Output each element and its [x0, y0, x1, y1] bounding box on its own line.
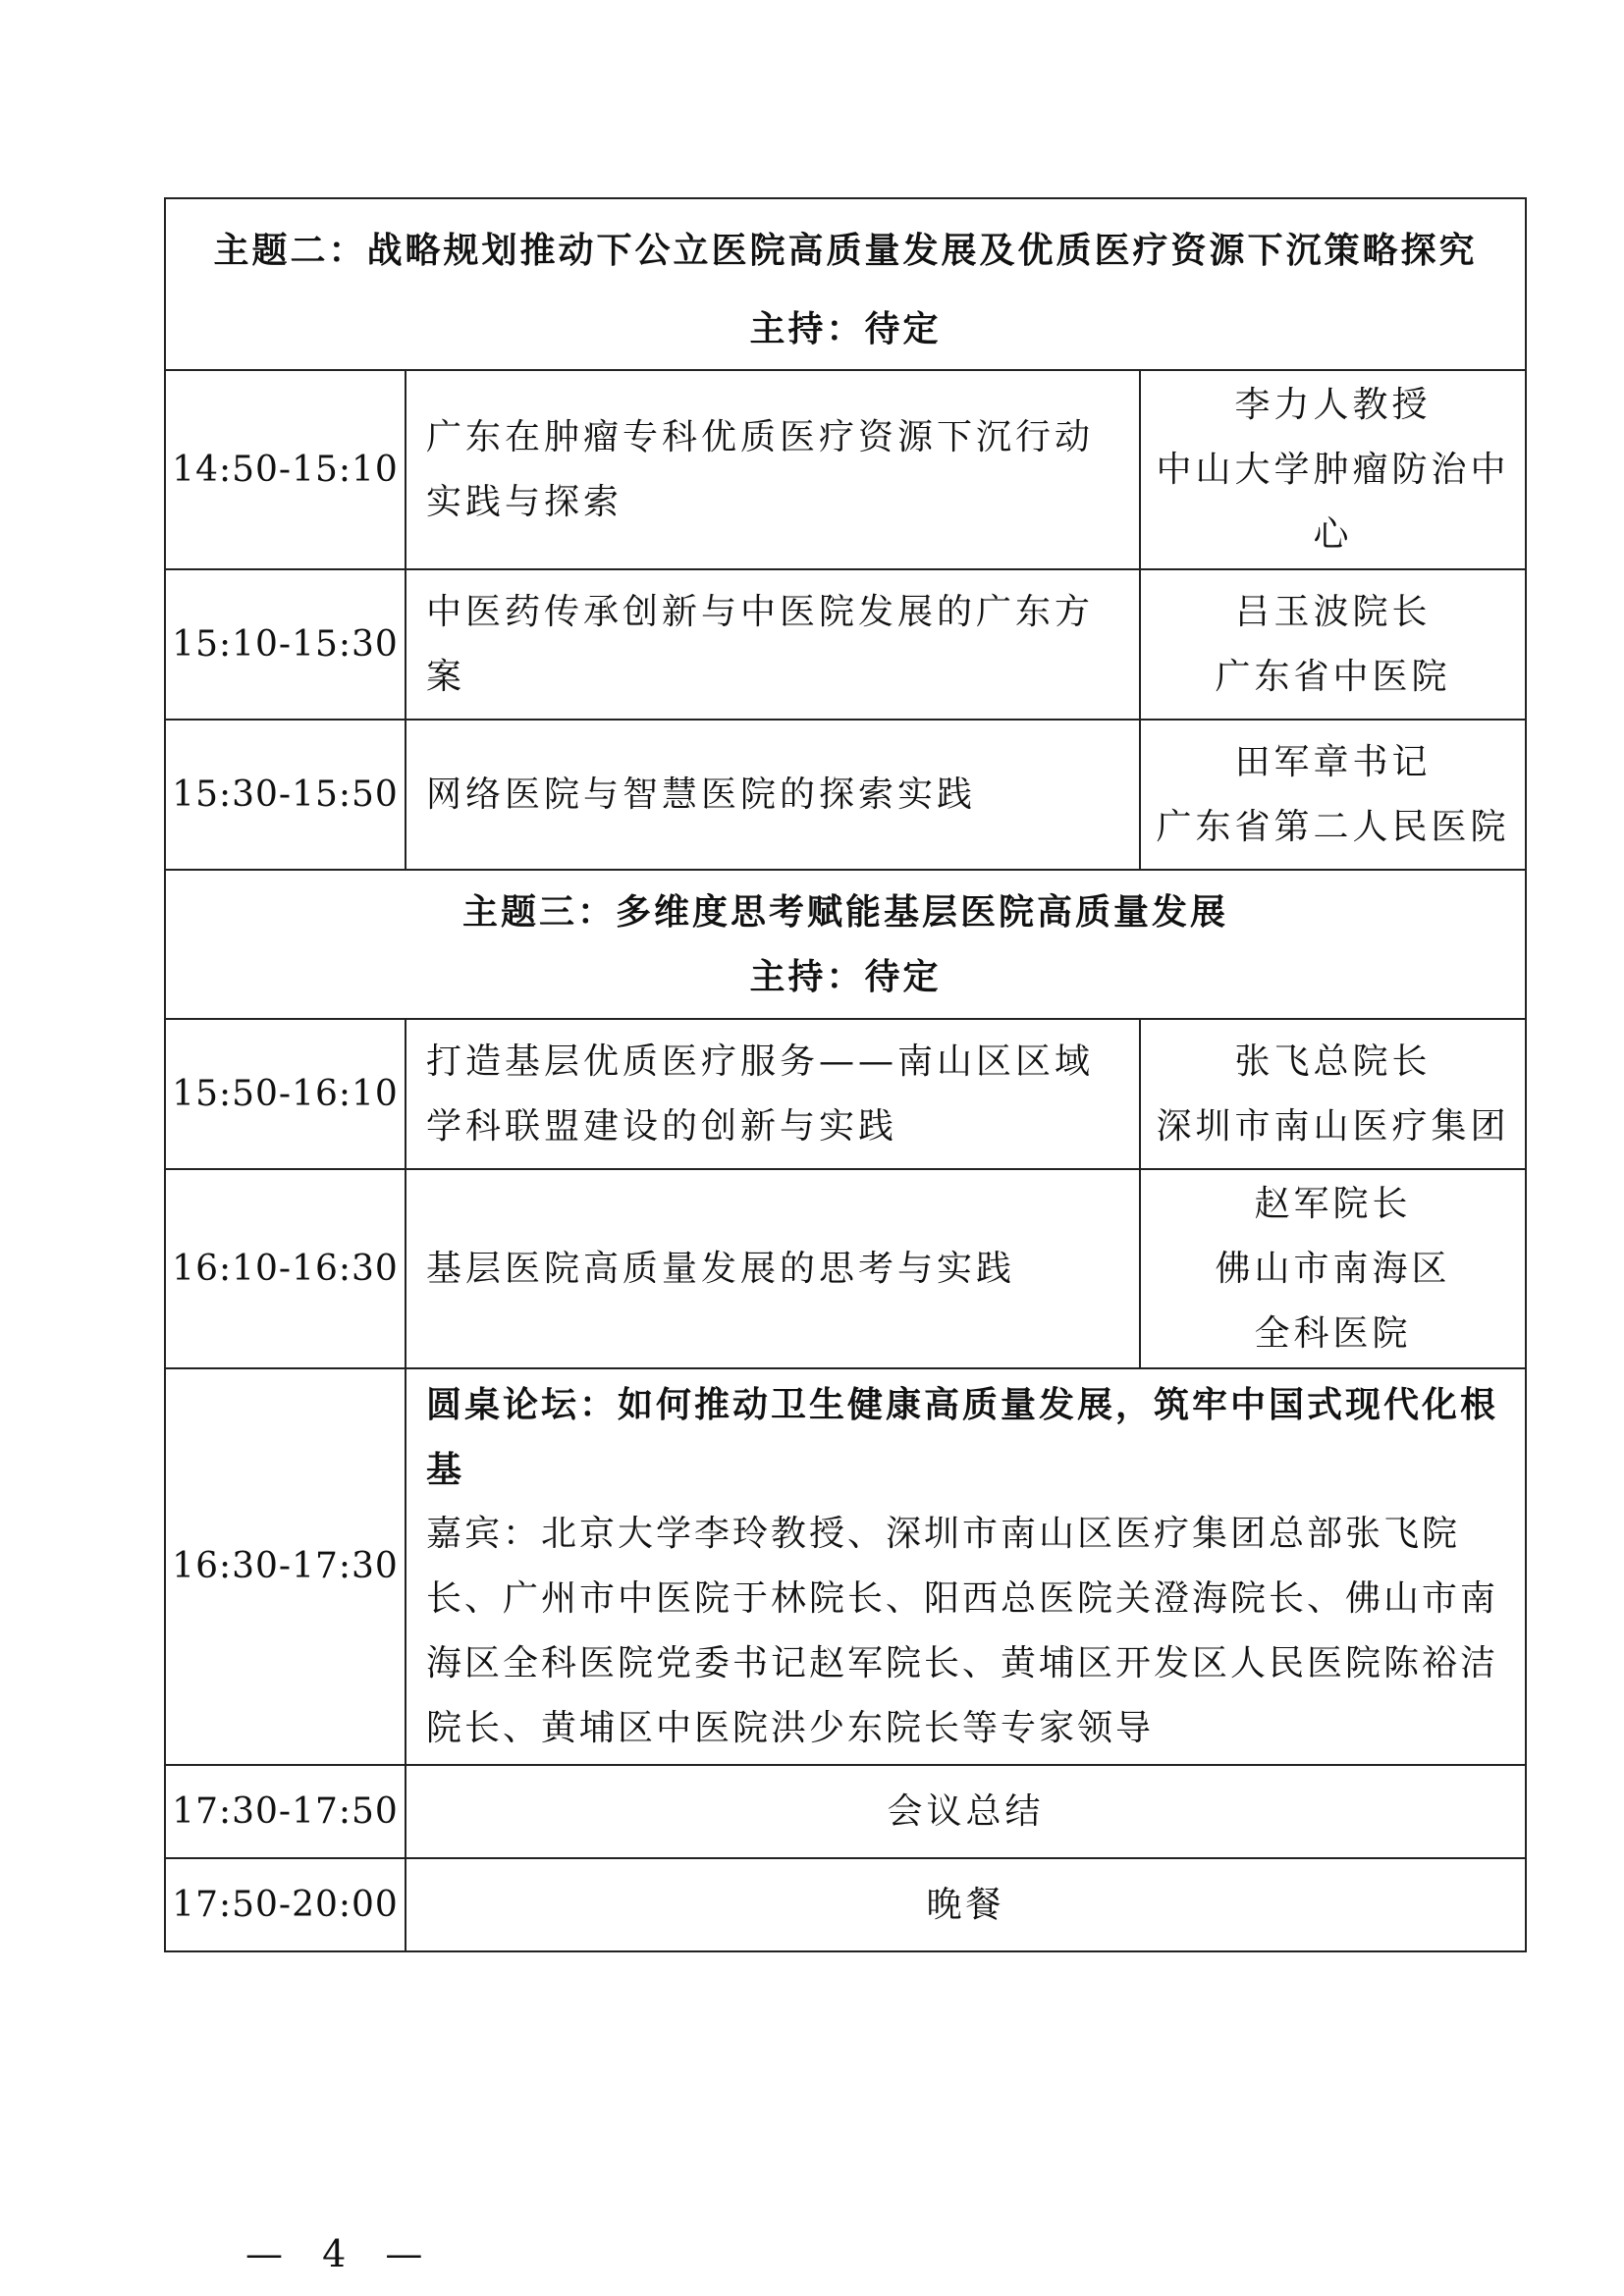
theme-3-header-row: [165, 870, 1526, 1019]
schedule-row: [165, 370, 1526, 569]
speaker-affiliation: 深圳市南山医疗集团: [1156, 1105, 1510, 1147]
speaker-cell: [1140, 720, 1526, 870]
schedule-row: [165, 1858, 1526, 1951]
time-cell: 16:30-17:30: [165, 1368, 406, 1765]
time-cell: 17:50-20:00: [165, 1858, 406, 1951]
topic-cell: 打造基层优质医疗服务——南山区区域学科联盟建设的创新与实践: [406, 1019, 1140, 1169]
speaker-name: 李力人教授: [1234, 384, 1432, 425]
speaker-cell: [1140, 370, 1526, 569]
speaker-name: 吕玉波院长: [1234, 591, 1432, 632]
topic-cell: 中医药传承创新与中医院发展的广东方案: [406, 569, 1140, 720]
speaker-cell: [1140, 1169, 1526, 1368]
forum-cell: [406, 1368, 1526, 1765]
theme-3-header: [165, 870, 1526, 1019]
theme-3-host: 主持：待定: [749, 956, 942, 997]
speaker-affiliation: 广东省第二人民医院: [1156, 806, 1510, 847]
time-cell: 15:10-15:30: [165, 569, 406, 720]
schedule-row: [165, 1765, 1526, 1858]
page-number: — 4 —: [245, 2232, 437, 2275]
speaker-name: 田军章书记: [1234, 741, 1432, 782]
theme-2-title: 主题二：战略规划推动下公立医院高质量发展及优质医疗资源下沉策略探究: [213, 229, 1478, 271]
schedule-row: [165, 569, 1526, 720]
time-cell: 14:50-15:10: [165, 370, 406, 569]
schedule-row: [165, 1019, 1526, 1169]
forum-title: 圆桌论坛：如何推动卫生健康高质量发展，筑牢中国式现代化根基: [426, 1384, 1499, 1490]
time-cell: 16:10-16:30: [165, 1169, 406, 1368]
forum-row: [165, 1368, 1526, 1765]
speaker-name: 张飞总院长: [1234, 1041, 1432, 1082]
schedule-row: [165, 720, 1526, 870]
theme-3-title: 主题三：多维度思考赋能基层医院高质量发展: [461, 891, 1228, 933]
agenda-table: [164, 197, 1527, 1952]
speaker-cell: [1140, 569, 1526, 720]
agenda-item-cell: 会议总结: [406, 1765, 1526, 1858]
forum-guests: 嘉宾：北京大学李玲教授、深圳市南山区医疗集团总部张飞院长、广州市中医院于林院长、阳西总医院关澄海院长、佛山市南海区全科医院党委书记赵军院长、黄埔区开发区人民医院陈裕洁院长、黄埔区中医院洪少东院长等专家领导: [426, 1514, 1499, 1748]
theme-2-header: [165, 198, 1526, 370]
theme-2-host: 主持：待定: [749, 307, 942, 349]
speaker-affiliation: 佛山市南海区: [1215, 1248, 1451, 1289]
topic-cell: 广东在肿瘤专科优质医疗资源下沉行动实践与探索: [406, 370, 1140, 569]
time-cell: 15:30-15:50: [165, 720, 406, 870]
time-cell: 17:30-17:50: [165, 1765, 406, 1858]
speaker-affiliation: 广东省中医院: [1215, 656, 1451, 697]
speaker-name: 赵军院长: [1254, 1183, 1412, 1224]
speaker-cell: [1140, 1019, 1526, 1169]
speaker-affiliation: 中山大学肿瘤防治中: [1156, 449, 1510, 490]
schedule-row: [165, 1169, 1526, 1368]
topic-cell: 基层医院高质量发展的思考与实践: [406, 1169, 1140, 1368]
topic-cell: 网络医院与智慧医院的探索实践: [406, 720, 1140, 870]
agenda-item-cell: 晚餐: [406, 1858, 1526, 1951]
theme-2-header-row: [165, 198, 1526, 370]
time-cell: 15:50-16:10: [165, 1019, 406, 1169]
speaker-affiliation-cont: 心: [1313, 513, 1353, 555]
speaker-affiliation-cont: 全科医院: [1254, 1312, 1412, 1354]
